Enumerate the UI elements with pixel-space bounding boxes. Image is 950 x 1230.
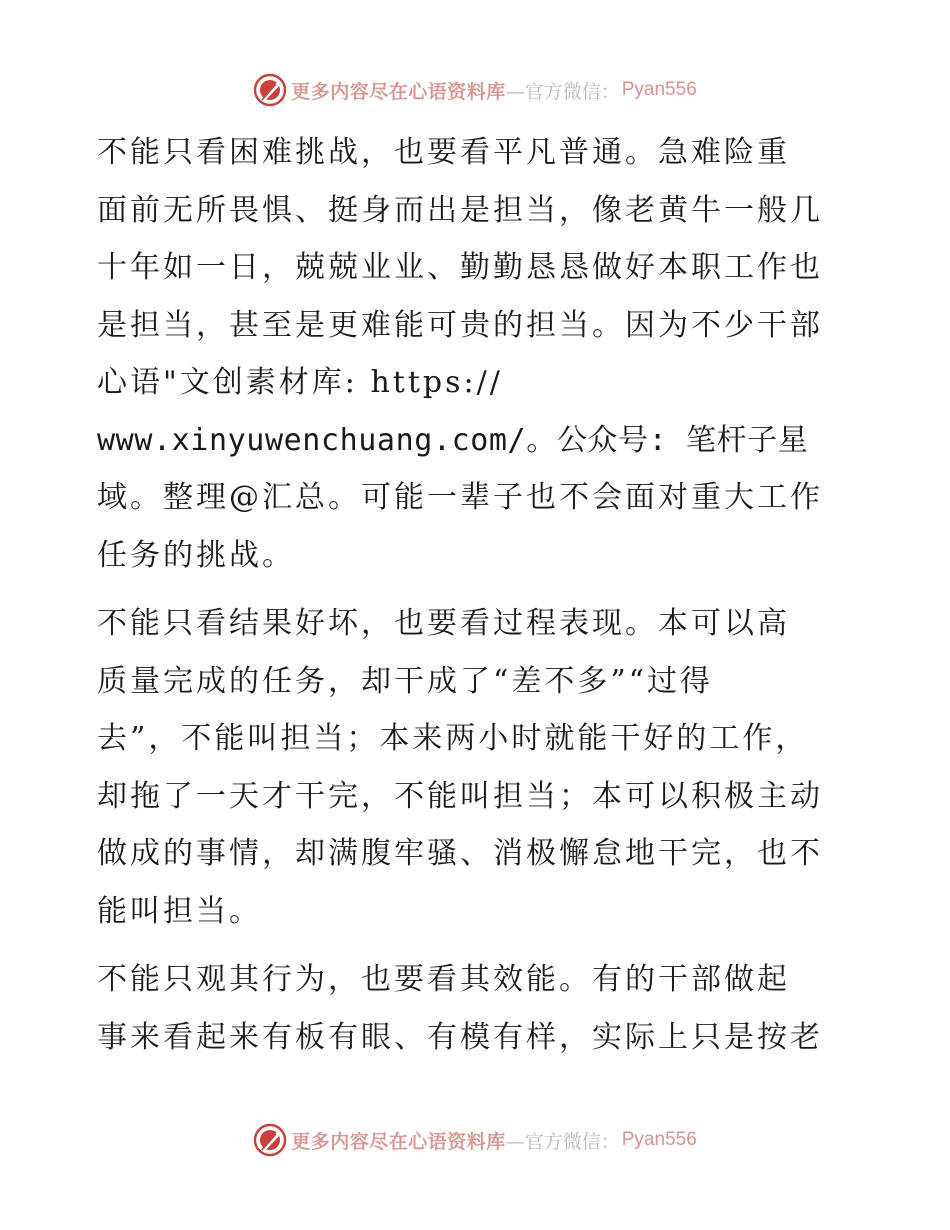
- banner-wechat-id: Pyan556: [621, 79, 697, 100]
- text-line-url: www.xinyuwenchuang.com/。公众号: 笔杆子星: [97, 422, 809, 458]
- banner-wechat-label: —官方微信：: [505, 1130, 620, 1153]
- banner-wechat-label: —官方微信：: [505, 80, 620, 103]
- header-watermark-banner: [0, 70, 950, 110]
- text-line: 面前无所畏惧、挺身而出是担当，像老黄牛一般几: [97, 192, 823, 228]
- banner-wechat-id: Pyan556: [621, 1129, 697, 1150]
- text-line: 做成的事情，却满腹牢骚、消极懈怠地干完，也不: [97, 836, 823, 871]
- text-line: 是担当，甚至是更难能可贵的担当。因为不少干部: [97, 307, 823, 343]
- paragraph-3: [97, 951, 857, 1066]
- pen-logo-icon: [253, 1123, 287, 1157]
- text-line: 去”，不能叫担当；本来两小时就能干好的工作，: [97, 721, 809, 756]
- banner-title: 更多内容尽在心语资料库: [291, 1130, 506, 1153]
- text-line: 却拖了一天才干完，不能叫担当；本可以积极主动: [97, 778, 823, 814]
- text-line: 域。整理@汇总。可能一辈子也不会面对重大工作: [97, 480, 823, 515]
- footer-watermark-banner: [0, 1120, 950, 1160]
- text-line: 十年如一日，兢兢业业、勤勤恳恳做好本职工作也: [97, 250, 823, 285]
- text-line: 质量完成的任务，却干成了“差不多”“过得: [97, 663, 714, 699]
- paragraph-2: [97, 595, 857, 940]
- text-line: 能叫担当。: [97, 893, 262, 929]
- pen-logo-icon: [253, 73, 287, 107]
- text-line: 不能只观其行为，也要看其效能。有的干部做起: [97, 962, 790, 997]
- text-line: 任务的挑战。: [97, 537, 295, 573]
- text-line: 心语"文创素材库: https://: [97, 365, 503, 400]
- banner-title: 更多内容尽在心语资料库: [291, 80, 506, 103]
- text-line: 不能只看困难挑战，也要看平凡普通。急难险重: [97, 135, 790, 170]
- text-line: 事来看起来有板有眼、有模有样，实际上只是按老: [97, 1019, 823, 1055]
- text-line: 不能只看结果好坏，也要看过程表现。本可以高: [97, 606, 790, 641]
- paragraph-1: [97, 124, 857, 584]
- document-body: [97, 124, 857, 1077]
